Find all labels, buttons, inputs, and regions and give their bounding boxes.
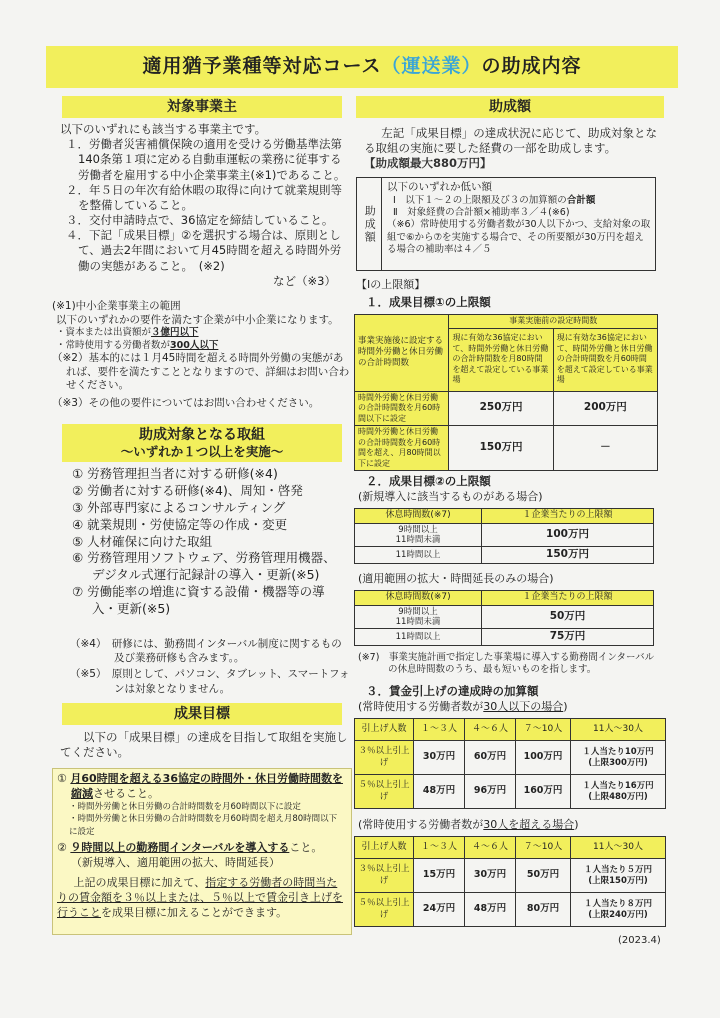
- goal-2: ② ９時間以上の勤務間インターバルを導入すること。: [57, 840, 323, 854]
- amount-box-line3: Ⅱ 対象経費の合計額×補助率３／４(※6): [393, 206, 570, 218]
- table1-cell: －: [553, 426, 657, 471]
- eligible-item-3: ３．交付申請時点で、36協定を締結していること。: [66, 213, 334, 228]
- measure-item: ① 労務管理担当者に対する研修(※4): [72, 466, 278, 481]
- note2: （※2）基本的には１月45時間を超える時間外労働の実態があれば、要件を満たすこととなりますので、詳細はお問い合わせください。: [52, 351, 350, 392]
- table2b-cell: 75万円: [482, 629, 654, 646]
- table3a-cell: 160万円: [516, 775, 571, 809]
- goals-box: [52, 768, 352, 935]
- table3b-cell: １人当たり５万円 (上限150万円): [571, 859, 666, 893]
- table3b-row-label: ５％以上引上げ: [355, 893, 414, 927]
- table3a-cell: 48万円: [414, 775, 465, 809]
- table1-cell: 150万円: [449, 426, 553, 471]
- table3b-row-label: ３％以上引上げ: [355, 859, 414, 893]
- table3b-header: ７～10人: [516, 837, 571, 859]
- goal-1-option-a: ・時間外労働と休日労働の合計時間数を月60時間以下に設定: [69, 801, 301, 812]
- table3b: [354, 836, 666, 927]
- table2b: [354, 590, 654, 646]
- eligible-item-4: ４．下記「成果目標」②を選択する場合は、原則として、過去2年間において月45時間を超える時間外労働の実態があること。 (※2): [66, 228, 342, 273]
- table2a-header: １企業当たりの上限額: [482, 509, 654, 524]
- goal-1: ① 月60時間を超える36協定の時間外・休日労働時間数を縮減させること。: [57, 772, 343, 800]
- eligible-intro: 以下のいずれにも該当する事業主です。: [60, 122, 267, 136]
- table3b-header: ４～６人: [465, 837, 516, 859]
- table2b-subtitle: (適用範囲の拡大・時間延長のみの場合): [358, 572, 554, 585]
- measure-item: ② 労働者に対する研修(※4)、周知・啓発: [72, 482, 303, 498]
- note1-body: 以下のいずれかの要件を満たす企業が中小企業になります。: [56, 313, 339, 326]
- goals-intro: 以下の「成果目標」の達成を目指して取組を実施してください。: [60, 730, 348, 760]
- table3a-subtitle: (常時使用する労働者数が30人以下の場合): [358, 700, 568, 713]
- note3: （※3）その他の要件についてはお問い合わせください。: [52, 396, 320, 409]
- measure-item: ④ 就業規則・労使協定等の作成・変更: [72, 516, 288, 532]
- table1-col1-header: 現に有効な36協定において、時間外労働と休日労働の合計時間数を月80時間を超えて設定している事業場: [449, 328, 553, 391]
- table3b-header: 引上げ人数: [355, 837, 414, 859]
- table2a-row-label: 11時間以上: [355, 547, 482, 564]
- table3a-cell: 100万円: [516, 741, 571, 775]
- goal-extra: 上記の成果目標に加えて、指定する労働者の時間当たりの賃金額を３％以上または、５％以上で賃金引き上げを行うことを成果目標に加えることができます。: [57, 876, 343, 920]
- table1-cell: 250万円: [449, 391, 553, 426]
- table3b-cell: １人当たり８万円 (上限240万円): [571, 893, 666, 927]
- note1-workers: ・常時使用する労働者数が300人以下: [56, 339, 219, 351]
- table3b-cell: 30万円: [465, 859, 516, 893]
- title-highlight: 運送業: [401, 55, 462, 78]
- table3b-cell: 50万円: [516, 859, 571, 893]
- table1-row2-label: 時間外労働と休日労働の合計時間数を月60時間を超え、月80時間以下に設定: [355, 426, 449, 471]
- document-date: (2023.4): [618, 935, 661, 946]
- amount-intro: 左記「成果目標」の達成状況に応じて、助成対象となる取組の実施に要した経費の一部を助成します。 【助成額最大880万円】: [364, 126, 662, 172]
- amount-box-note6: （※6）常時使用する労働者数が30人以下かつ、支給対象の取組で⑥から⑦を実施する場合で、その所要額が30万円を超える場合の補助率は４／５: [387, 219, 651, 256]
- eligible-item-2: ２．年５日の年次有給休暇の取得に向けて就業規則等を整備していること。: [66, 182, 342, 212]
- table3a-header: １～３人: [414, 719, 465, 741]
- table2a-cell: 100万円: [482, 523, 654, 546]
- table3b-cell: 48万円: [465, 893, 516, 927]
- table2a-cell: 150万円: [482, 547, 654, 564]
- eligible-section: [60, 122, 350, 289]
- table3a-cell: 30万円: [414, 741, 465, 775]
- note5: （※5） 原則として、パソコン、タブレット、スマートフォンは対象となりません。: [70, 668, 350, 695]
- table3b-cell: 15万円: [414, 859, 465, 893]
- table3b-cell: 80万円: [516, 893, 571, 927]
- table3a-cell: 96万円: [465, 775, 516, 809]
- table3a-row-label: ５％以上引上げ: [355, 775, 414, 809]
- eligible-notes: [52, 300, 352, 411]
- note7: (※7) 事業実施計画で指定した事業場に導入する勤務間インターバルの休息時間数のうち、最も短いものを指します。: [358, 652, 655, 676]
- table3a-header: 引上げ人数: [355, 719, 414, 741]
- table3b-cell: 24万円: [414, 893, 465, 927]
- table3-title: ３．賃金引上げの達成時の加算額: [366, 684, 539, 698]
- eligible-etc: など（※3）: [273, 273, 336, 288]
- table3a-row-label: ３％以上引上げ: [355, 741, 414, 775]
- table1: [354, 314, 658, 471]
- table1-title: １．成果目標①の上限額: [366, 295, 491, 309]
- eligible-item-1: １．労働者災害補償保険の適用を受ける労働基準法第140条第１項に定める自動車運転の業務に従事する労働者を雇用する中小企業事業主(※1)であること。: [66, 137, 346, 182]
- measure-item: ③ 外部専門家によるコンサルティング: [72, 499, 286, 515]
- note1-capital: ・資本または出資額が３億円以下: [56, 327, 199, 339]
- table1-row-header: 事業実施後に設定する時間外労働と休日労働の合計時間数: [355, 315, 449, 392]
- measure-item: ⑦ 労働能率の増進に資する設備・機器等の導入・更新(※5): [72, 584, 325, 616]
- table2b-cell: 50万円: [482, 605, 654, 628]
- goal-2-sub: （新規導入、適用範囲の拡大、時間延長）: [71, 855, 280, 869]
- amount-heading: 助成額: [356, 96, 664, 118]
- amount-box-label: 助成額: [363, 204, 377, 244]
- table1-top-header: 事業実施前の設定時間数: [449, 315, 658, 329]
- measures-heading: 助成対象となる取組 ～いずれか１つ以上を実施～: [62, 424, 342, 462]
- table3b-subtitle: (常時使用する労働者数が30人を超える場合): [358, 818, 579, 831]
- table1-row1-label: 時間外労働と休日労働の合計時間数を月60時間以下に設定: [355, 391, 449, 426]
- table3a-header: ７～10人: [516, 719, 571, 741]
- goals-heading: 成果目標: [62, 703, 342, 725]
- table2b-header: １企業当たりの上限額: [482, 591, 654, 606]
- table3a-header: ４～６人: [465, 719, 516, 741]
- table3a-cell: １人当たり16万円 (上限480万円): [571, 775, 666, 809]
- measures-list: [72, 466, 344, 618]
- table3a: [354, 718, 666, 809]
- table3a-header: 11人～30人: [571, 719, 666, 741]
- measure-item: ⑥ 労務管理用ソフトウェア、労務管理用機器、デジタル式運行記録計の導入・更新(※5): [72, 550, 336, 583]
- table3b-header: 11人～30人: [571, 837, 666, 859]
- amount-max: 【助成額最大880万円】: [364, 156, 492, 171]
- amount-box: [356, 177, 656, 271]
- table2b-row-label: 9時間以上 11時間未満: [355, 605, 482, 628]
- table1-col2-header: 現に有効な36協定において、時間外労働と休日労働の合計時間数を月60時間を超えて設定している事業場: [553, 328, 657, 391]
- table2a-row-label: 9時間以上 11時間未満: [355, 523, 482, 546]
- table2b-row-label: 11時間以上: [355, 629, 482, 646]
- table2a: [354, 508, 654, 564]
- eligible-heading: 対象事業主: [62, 96, 342, 118]
- amount-box-line2: Ⅰ 以下１～２の上限額及び３の加算額の合計額: [393, 194, 596, 206]
- amount-box-line1: 以下のいずれか低い額: [387, 181, 492, 193]
- limits-title: 【Ⅰの上限額】: [356, 278, 426, 291]
- measures-notes: [70, 637, 350, 696]
- note4: （※4） 研修には、勤務間インターバル制度に関するもの及び業務研修も含みます。。: [70, 638, 342, 665]
- table2a-header: 休息時間数(※7): [355, 509, 482, 524]
- table3a-cell: １人当たり10万円 (上限300万円): [571, 741, 666, 775]
- measure-item: ⑤ 人材確保に向けた取組: [72, 533, 213, 549]
- table3b-header: １～３人: [414, 837, 465, 859]
- table1-cell: 200万円: [553, 391, 657, 426]
- goal-1-option-b: ・時間外労働と休日労働の合計時間数を月60時間を超え月80時間以下に設定: [69, 814, 338, 837]
- page-title: 適用猶予業種等対応コース （ 運送業 ） の助成内容: [46, 46, 678, 88]
- table2-title: ２．成果目標②の上限額: [366, 474, 491, 488]
- table2b-header: 休息時間数(※7): [355, 591, 482, 606]
- table2a-subtitle: (新規導入に該当するものがある場合): [358, 490, 543, 503]
- table3a-cell: 60万円: [465, 741, 516, 775]
- note1-title: (※1)中小企業事業主の範囲: [52, 300, 181, 312]
